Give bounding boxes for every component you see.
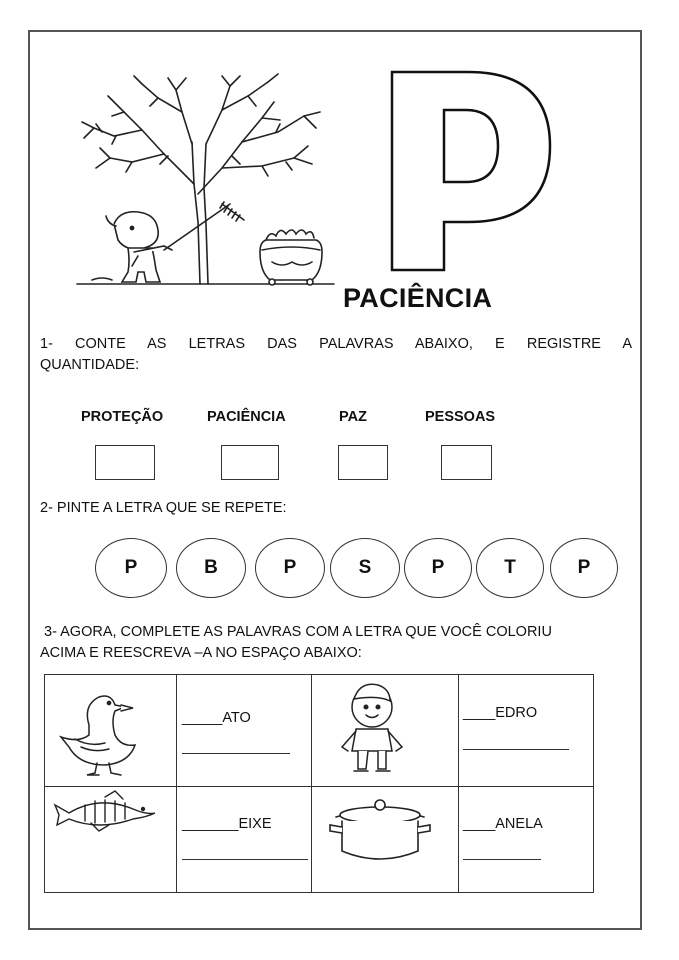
incomplete-word-anela: ____ANELA bbox=[463, 816, 543, 832]
letter-oval[interactable]: P bbox=[404, 538, 472, 598]
word-protecao: PROTEÇÃO bbox=[81, 409, 164, 425]
fish-picture bbox=[45, 787, 176, 887]
boy-cell bbox=[312, 675, 459, 787]
word-pessoas: PESSOAS bbox=[425, 409, 496, 425]
big-letter-p bbox=[382, 66, 562, 276]
count-box-protecao[interactable] bbox=[95, 445, 155, 480]
answer-line[interactable] bbox=[463, 859, 541, 860]
incomplete-word-eixe: _______EIXE bbox=[182, 816, 272, 832]
fill-cell bbox=[459, 787, 594, 893]
section2-instruction: 2- PINTE A LETRA QUE SE REPETE: bbox=[40, 500, 287, 516]
word-paz: PAZ bbox=[339, 409, 367, 425]
section3-instruction bbox=[40, 622, 640, 664]
section1-instruction: 1- CONTE AS LETRAS DAS PALAVRAS ABAIXO, E REGISTRE A QUANTIDADE: bbox=[40, 336, 632, 373]
answer-line[interactable] bbox=[182, 859, 308, 860]
tree-gardener-illustration bbox=[72, 72, 342, 292]
answer-line[interactable] bbox=[463, 749, 569, 750]
section3-instruction-line2: ACIMA E REESCREVA –A NO ESPAÇO ABAIXO: bbox=[40, 645, 362, 661]
fill-cell bbox=[177, 787, 312, 893]
letter-oval[interactable]: S bbox=[330, 538, 400, 598]
completion-table bbox=[44, 674, 594, 893]
letter-oval[interactable]: P bbox=[95, 538, 167, 598]
pot-picture bbox=[312, 787, 458, 887]
letter-oval[interactable]: P bbox=[550, 538, 618, 598]
page-title: PACIÊNCIA bbox=[343, 283, 493, 313]
duck-picture bbox=[45, 675, 176, 781]
letter-oval[interactable]: B bbox=[176, 538, 246, 598]
count-box-pessoas[interactable] bbox=[441, 445, 492, 480]
count-box-paciencia[interactable] bbox=[221, 445, 279, 480]
boy-picture bbox=[312, 675, 458, 781]
incomplete-word-ato: _____ATO bbox=[182, 710, 251, 726]
letter-oval[interactable]: P bbox=[255, 538, 325, 598]
count-box-paz[interactable] bbox=[338, 445, 388, 480]
fill-cell bbox=[177, 675, 312, 787]
section3-instruction-line1: 3- AGORA, COMPLETE AS PALAVRAS COM A LETRA QUE VOCÊ COLORIU bbox=[44, 624, 552, 640]
fill-cell bbox=[459, 675, 594, 787]
fish-cell bbox=[45, 787, 177, 893]
word-paciencia: PACIÊNCIA bbox=[207, 409, 286, 425]
answer-line[interactable] bbox=[182, 753, 290, 754]
pot-cell bbox=[312, 787, 459, 893]
duck-cell bbox=[45, 675, 177, 787]
letter-oval[interactable]: T bbox=[476, 538, 544, 598]
incomplete-word-edro: ____EDRO bbox=[463, 705, 538, 721]
